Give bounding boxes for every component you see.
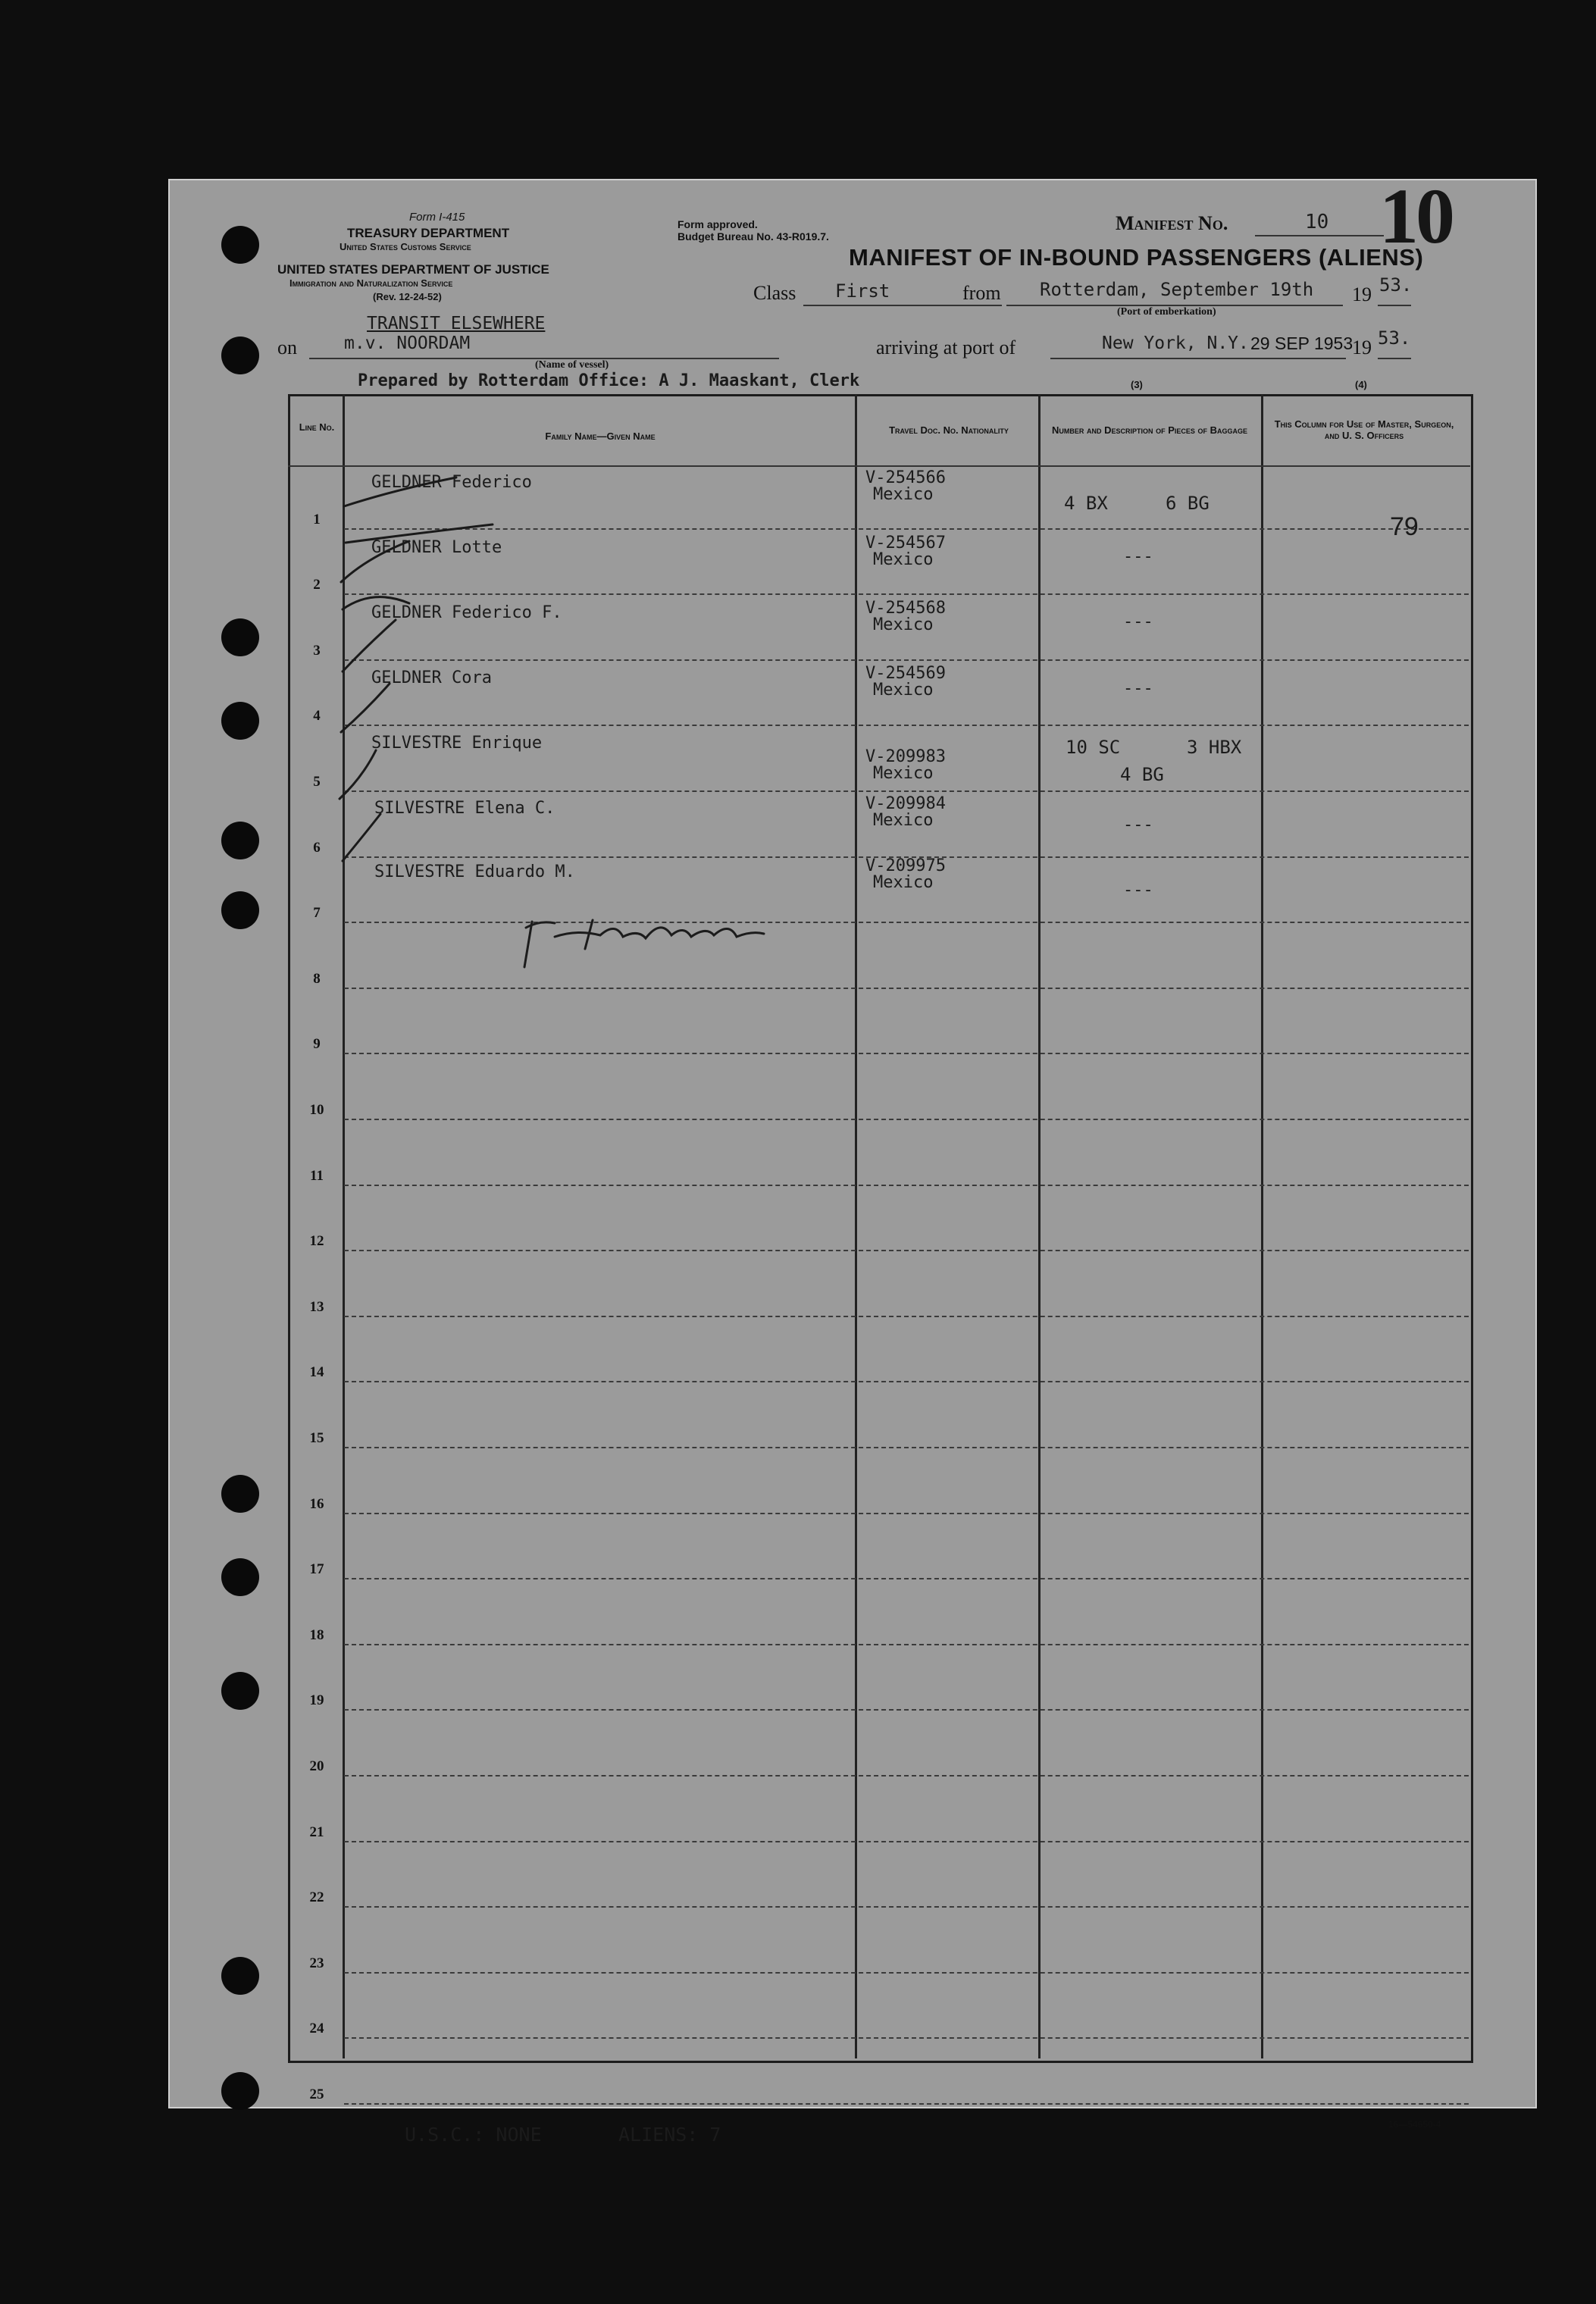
vessel-name: m.v. NOORDAM [344, 333, 471, 353]
passenger-doc: V-254566 [865, 468, 946, 487]
line-number: 18 [309, 1626, 324, 1643]
line-number: 13 [309, 1298, 324, 1315]
arrival-date-stamp: 29 SEP 1953 [1250, 333, 1353, 353]
arrival-year-prefix: 19 [1352, 337, 1372, 358]
arriving-label: arriving at port of [876, 337, 1016, 358]
from-value: Rotterdam, September 19th [1040, 279, 1314, 300]
passenger-doc: V-254569 [865, 664, 946, 683]
form-code: 16—54650-4 [1388, 2119, 1441, 2130]
baggage-entry: 10 SC [1066, 737, 1121, 758]
arrival-year-value: 53. [1378, 327, 1411, 349]
line-number: 21 [309, 1823, 324, 1840]
line-number: 24 [309, 2021, 324, 2037]
line-number: 1 [313, 511, 321, 527]
passenger-doc: V-209984 [865, 794, 946, 813]
officer-note: 79 [1390, 512, 1419, 541]
header-line-no: Line No. [299, 421, 335, 433]
vessel-caption: (Name of vessel) [535, 359, 609, 371]
baggage-entry: --- [1123, 815, 1153, 834]
class-value: First [835, 280, 890, 302]
transit-note: TRANSIT ELSEWHERE [367, 314, 546, 333]
year-value: 53. [1379, 274, 1413, 296]
budget-bureau: Budget Bureau No. 43-R019.7. [678, 230, 829, 243]
line-number: 9 [313, 1036, 321, 1053]
line-number: 20 [309, 1758, 324, 1774]
passenger-nationality: Mexico [873, 550, 934, 569]
dept-treasury: TREASURY DEPARTMENT [347, 226, 510, 240]
check-mark [341, 541, 409, 582]
check-mark [346, 524, 493, 543]
prepared-by: Prepared by Rotterdam Office: A J. Maaskant, Clerk [358, 371, 860, 390]
line-number: 4 [313, 708, 321, 725]
class-label: Class [753, 282, 796, 304]
col-number-3: (3) [1131, 379, 1143, 390]
line-number: 22 [309, 1889, 324, 1906]
check-mark [343, 814, 380, 861]
line-number: 11 [310, 1167, 324, 1184]
line-number: 17 [309, 1561, 324, 1578]
line-number: 25 [309, 2086, 324, 2102]
dept-treasury-sub: United States Customs Service [340, 241, 471, 252]
signature [509, 891, 812, 975]
check-mark [341, 684, 390, 732]
line-number: 3 [313, 642, 321, 659]
line-number: 5 [313, 774, 321, 790]
passenger-doc: V-209975 [865, 856, 946, 875]
header-name: Family Name—Given Name [545, 430, 656, 442]
dept-justice-sub: Immigration and Naturalization Service [289, 277, 453, 289]
line-number: 12 [309, 1233, 324, 1250]
footer-usc: U.S.C.: NONE [405, 2124, 542, 2146]
header-doc: Travel Doc. No. Nationality [889, 424, 1009, 436]
baggage-entry: --- [1123, 547, 1153, 566]
passenger-nationality: Mexico [873, 485, 934, 504]
on-label: on [277, 337, 297, 358]
year-prefix: 19 [1352, 283, 1372, 305]
baggage-entry: 4 BG [1120, 764, 1164, 785]
line-number: 10 [309, 1102, 324, 1118]
line-number: 23 [309, 1955, 324, 1971]
line-number: 2 [313, 577, 321, 593]
passenger-doc: V-209983 [865, 747, 946, 766]
passenger-nationality: Mexico [873, 873, 934, 892]
footer-aliens: ALIENS: 7 [618, 2124, 721, 2146]
passenger-name: GELDNER Federico F. [371, 603, 562, 622]
passenger-nationality: Mexico [873, 764, 934, 783]
baggage-entry: 4 BX [1064, 493, 1108, 514]
passenger-name: GELDNER Federico [371, 473, 532, 492]
dept-justice: UNITED STATES DEPARTMENT OF JUSTICE [277, 262, 549, 277]
line-number: 8 [313, 970, 321, 987]
form-approved: Form approved. [678, 218, 758, 230]
revision-date: (Rev. 12-24-52) [373, 291, 442, 302]
baggage-entry: 6 BG [1166, 493, 1210, 514]
form-number: Form I-415 [409, 211, 465, 224]
baggage-entry: --- [1123, 881, 1153, 900]
line-number: 19 [309, 1692, 324, 1709]
line-number: 14 [309, 1364, 324, 1381]
passenger-nationality: Mexico [873, 615, 934, 634]
passenger-nationality: Mexico [873, 811, 934, 830]
arrival-port: New York, N.Y. [1102, 333, 1249, 353]
from-label: from [962, 282, 1001, 304]
col-number-4: (4) [1355, 379, 1367, 390]
manifest-no-value: 10 [1305, 211, 1329, 233]
embarkation-caption: (Port of emberkation) [1117, 306, 1216, 318]
baggage-entry: --- [1123, 612, 1153, 631]
passenger-name: SILVESTRE Enrique [371, 734, 543, 753]
passenger-nationality: Mexico [873, 681, 934, 700]
line-number: 16 [309, 1495, 324, 1512]
passenger-name: GELDNER Cora [371, 668, 492, 687]
header-officers: This Column for Use of Master, Surgeon, and U. S. Officers [1274, 418, 1454, 441]
baggage-entry: 3 HBX [1187, 737, 1242, 758]
check-marks [168, 179, 1537, 2108]
line-number: 15 [309, 1430, 324, 1446]
check-mark [343, 620, 396, 671]
line-number: 6 [313, 839, 321, 856]
header-baggage: Number and Description of Pieces of Baggage [1051, 424, 1248, 436]
check-mark [343, 597, 409, 609]
manifest-title: MANIFEST OF IN-BOUND PASSENGERS (ALIENS) [849, 244, 1424, 271]
passenger-name: GELDNER Lotte [371, 538, 502, 557]
check-mark [344, 477, 456, 506]
manifest-big-stamp: 10 [1379, 173, 1452, 260]
passenger-name: SILVESTRE Eduardo M. [374, 862, 575, 881]
manifest-no-label: Manifest No. [1116, 212, 1228, 234]
check-mark [340, 750, 376, 799]
manifest-sheet [168, 173, 1537, 2146]
line-number: 7 [313, 905, 321, 922]
passenger-doc: V-254568 [865, 599, 946, 618]
passenger-name: SILVESTRE Elena C. [374, 799, 555, 818]
baggage-entry: --- [1123, 679, 1153, 698]
passenger-doc: V-254567 [865, 534, 946, 553]
